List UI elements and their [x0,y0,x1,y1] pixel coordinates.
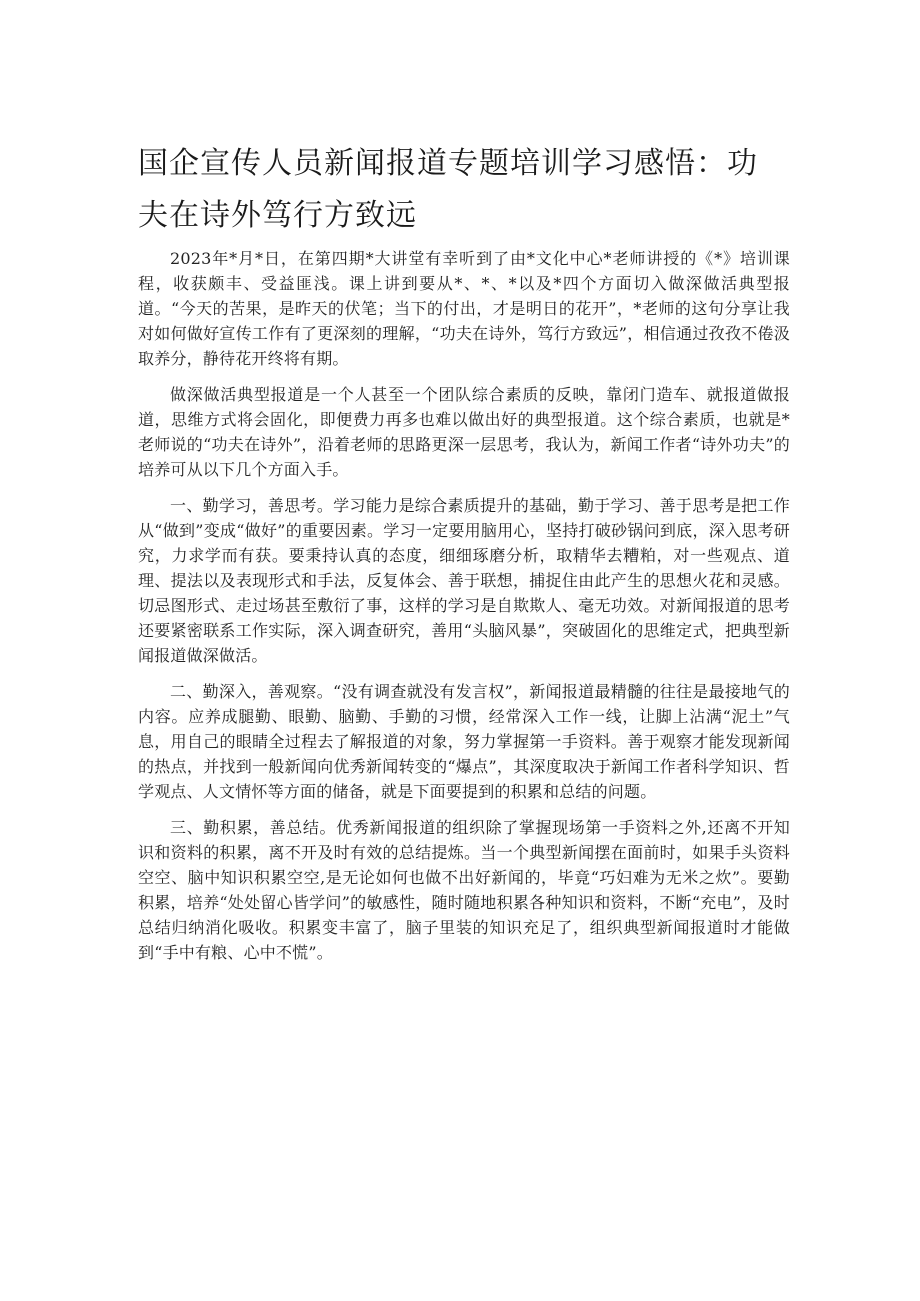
document-title: 国企宣传人员新闻报道专题培训学习感悟：功夫在诗外笃行方致远 [138,146,758,233]
document-body [138,246,790,976]
paragraph-point-three: 三、勤积累，善总结。优秀新闻报道的组织除了掌握现场第一手资料之外,还离不开知识和资料的积累，离不开及时有效的总结提炼。当一个典型新闻摆在面前时，如果手头资料空空、脑中知识积累空空,是无论如何也做不出好新闻的，毕竟“巧妇难为无米之炊”。要勤积累，培养“处处留心皆学问”的敏感性，随时随地积累各种知识和资料，不断“充电”，及时总结归纳消化吸收。积累变丰富了，脑子里装的知识充足了，组织典型新闻报道时才能做到“手中有粮、心中不慌”。 [138,818,790,962]
paragraph-intro: 2023年*月*日，在第四期*大讲堂有幸听到了由*文化中心*老师讲授的《*》培训课程，收获颇丰、受益匪浅。课上讲到要从*、*、*以及*四个方面切入做深做活典型报道。“今天的苦果，是昨天的伏笔；当下的付出，才是明日的花开”，*老师的这句分享让我对如何做好宣传工作有了更深刻的理解，“功夫在诗外，笃行方致远”，相信通过孜孜不倦汲取养分，静待花开终将有期。 [138,249,790,368]
paragraph-point-two: 二、勤深入，善观察。“没有调查就没有发言权”，新闻报道最精髓的往往是最接地气的内容。应养成腿勤、眼勤、脑勤、手勤的习惯，经常深入工作一线，让脚上沾满“泥土”气息，用自己的眼睛全过程去了解报道的对象，努力掌握第一手资料。善于观察才能发现新闻的热点，并找到一般新闻向优秀新闻转变的“爆点”，其深度取决于新闻工作者科学知识、哲学观点、人文情怀等方面的储备，就是下面要提到的积累和总结的问题。 [138,682,790,801]
paragraph-point-one: 一、勤学习，善思考。学习能力是综合素质提升的基础，勤于学习、善于思考是把工作从“做到”变成“做好”的重要因素。学习一定要用脑用心，坚持打破砂锅问到底，深入思考研究，力求学而有获。要秉持认真的态度，细细琢磨分析，取精华去糟粕，对一些观点、道理、提法以及表现形式和手法，反复体会、善于联想，捕捉住由此产生的思想火花和灵感。切忌图形式、走过场甚至敷衍了事，这样的学习是自欺欺人、毫无功效。对新闻报道的思考还要紧密联系工作实际，深入调查研究，善用“头脑风暴”，突破固化的思维定式，把典型新闻报道做深做活。 [138,496,790,665]
paragraph-overview: 做深做活典型报道是一个人甚至一个团队综合素质的反映，靠闭门造车、就报道做报道，思维方式将会固化，即便费力再多也难以做出好的典型报道。这个综合素质，也就是*老师说的“功夫在诗外”，沿着老师的思路更深一层思考，我认为，新闻工作者“诗外功夫”的培养可从以下几个方面入手。 [138,385,790,479]
